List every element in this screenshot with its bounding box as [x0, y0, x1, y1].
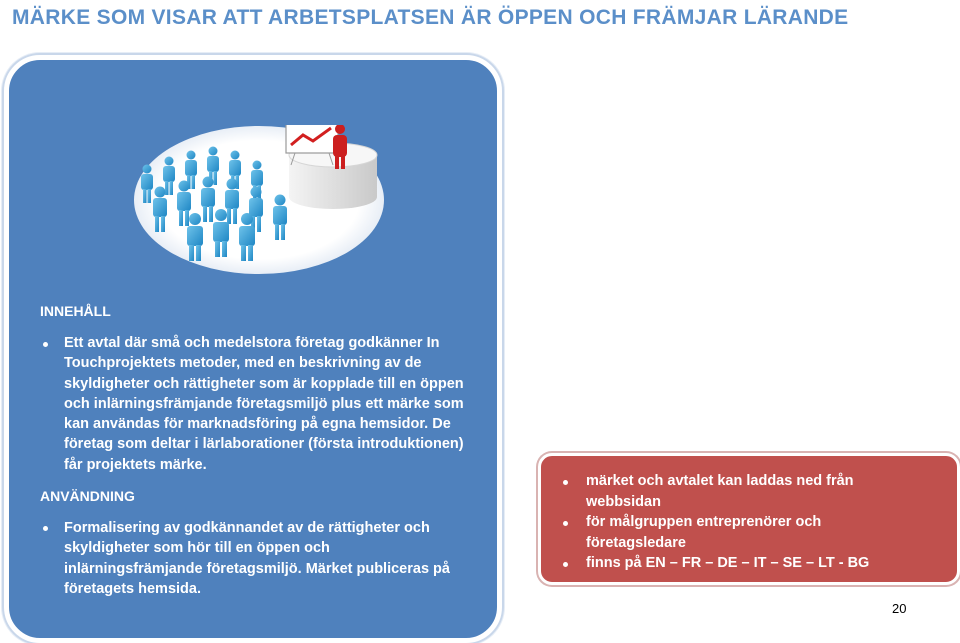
usage-text: Formalisering av godkännandet av de rättigheter och skyldigheter som hör till en öppen och inlärningsfrämjande företagsmiljö. Märket publiceras på företagets hemsida.: [64, 520, 450, 597]
team-presentation-illustration: [133, 125, 385, 275]
bullet-icon: [563, 562, 568, 567]
bullet-icon: [563, 521, 568, 526]
info-item-languages: finns på EN – FR – DE – IT – SE – LT - BG: [586, 555, 870, 571]
usage-heading: ANVÄNDNING: [40, 488, 135, 504]
page-title: MÄRKE SOM VISAR ATT ARBETSPLATSEN ÄR ÖPPEN OCH FRÄMJAR LÄRANDE: [12, 6, 849, 29]
info-box: [538, 453, 960, 585]
content-heading: INNEHÅLL: [40, 303, 111, 319]
page-number: 20: [892, 601, 907, 616]
info-item-audience: för målgruppen entreprenörer och företagsledare: [586, 514, 822, 551]
bullet-icon: [43, 342, 48, 347]
bullet-icon: [563, 480, 568, 485]
content-text: Ett avtal där små och medelstora företag godkänner In Touchprojektets metoder, med en beskrivning av de skyldigheter och rättigheter som är kopplade till en öppen och inlärningsfrämjande företagsmiljö plus ett märke som kan användas för marknadsföring på egna hemsidor. De företag som deltar i lärlaborationer (första introduktionen) får projektets märke.: [64, 335, 464, 473]
bullet-icon: [43, 526, 48, 531]
info-item-download: märket och avtalet kan laddas ned från webbsidan: [586, 473, 854, 510]
